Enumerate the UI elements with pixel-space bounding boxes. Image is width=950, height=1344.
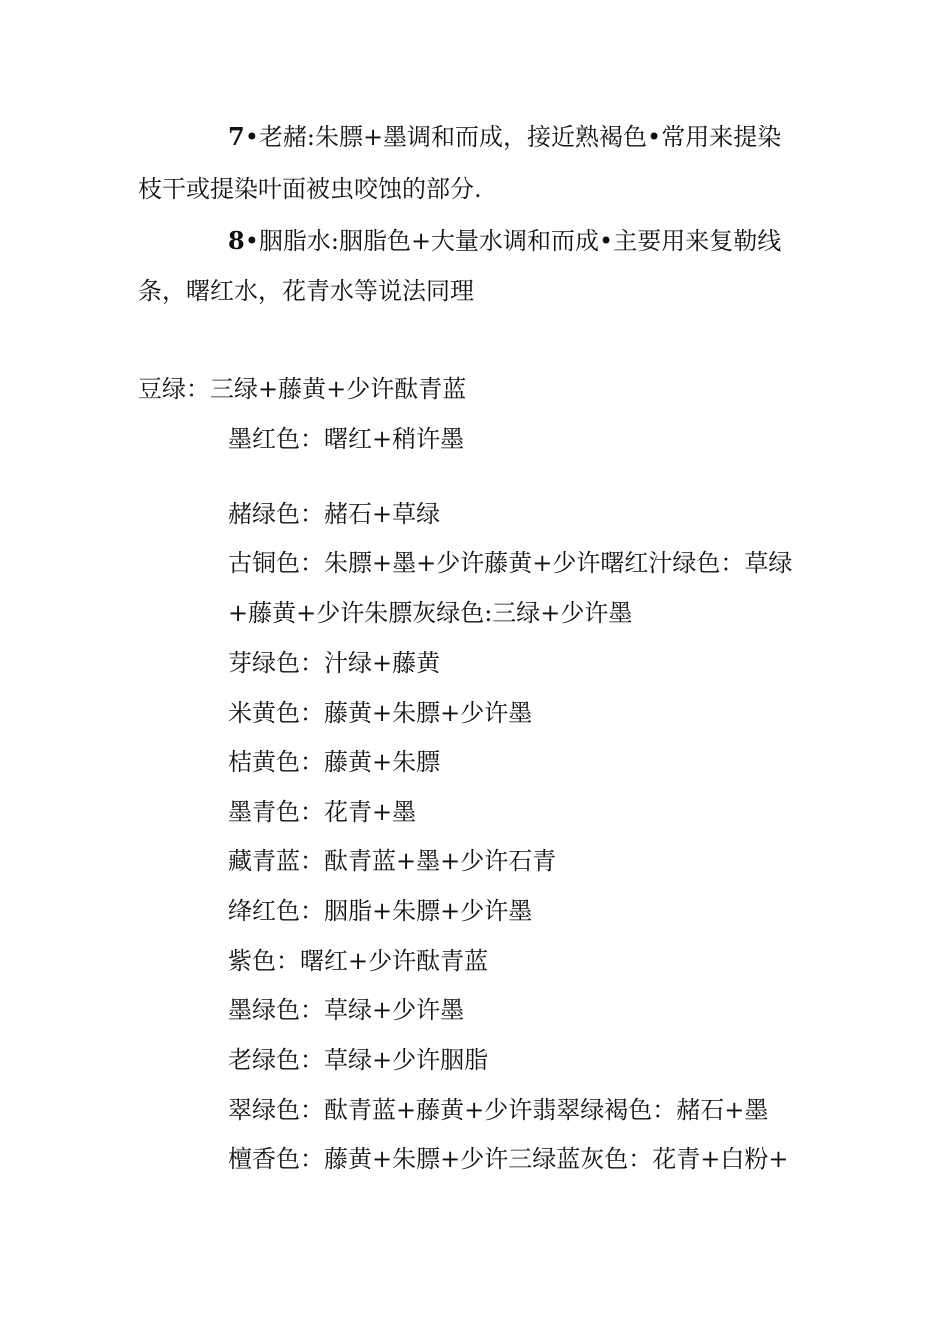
recipe-line: 芽绿色：汁绿+藤黄 (228, 649, 441, 677)
recipe-line: 老绿色：草绿+少许胭脂 (228, 1046, 489, 1074)
paragraph-7-text: •老赭:朱膘+墨调和而成，接近熟褐色•常用来提染 (244, 123, 782, 151)
recipe-line: 桔黄色：藤黄+朱膘 (228, 748, 441, 776)
recipe-line: 藏青蓝：酞青蓝+墨+少许石青 (228, 847, 557, 875)
recipe-line: 檀香色：藤黄+朱膘+少许三绿蓝灰色：花青+白粉+ (228, 1145, 789, 1173)
recipe-line: 米黄色：藤黄+朱膘+少许墨 (228, 699, 533, 727)
recipe-line: 墨绿色：草绿+少许墨 (228, 996, 465, 1024)
recipe-line: 翠绿色：酞青蓝+藤黄+少许翡翠绿褐色：赭石+墨 (228, 1096, 769, 1124)
recipe-line: 绛红色：胭脂+朱膘+少许墨 (228, 897, 533, 925)
paragraph-8-text: •胭脂水:胭脂色+大量水调和而成•主要用来复勒线 (244, 227, 782, 255)
recipe-line: 豆绿：三绿+藤黄+少许酞青蓝 (138, 375, 467, 403)
recipe-line: 古铜色：朱膘+墨+少许藤黄+少许曙红汁绿色：草绿 (228, 549, 793, 577)
recipe-line: 墨青色：花青+墨 (228, 798, 417, 826)
recipe-line: 墨红色：曙红+稍许墨 (228, 425, 465, 453)
paragraph-8-line-1 (228, 226, 781, 256)
recipe-line: 紫色：曙红+少许酞青蓝 (228, 947, 489, 975)
paragraph-8-line-2: 条，曙红水，花青水等说法同理 (138, 277, 474, 305)
recipe-line: 赭绿色：赭石+草绿 (228, 500, 441, 528)
paragraph-7-line-2: 枝干或提染叶面被虫咬蚀的部分. (138, 175, 482, 203)
recipe-line: +藤黄+少许朱膘灰绿色:三绿+少许墨 (228, 599, 633, 627)
paragraph-7-line-1 (228, 122, 781, 152)
paragraph-7-number: 7 (228, 122, 245, 151)
paragraph-8-number: 8 (228, 226, 245, 255)
